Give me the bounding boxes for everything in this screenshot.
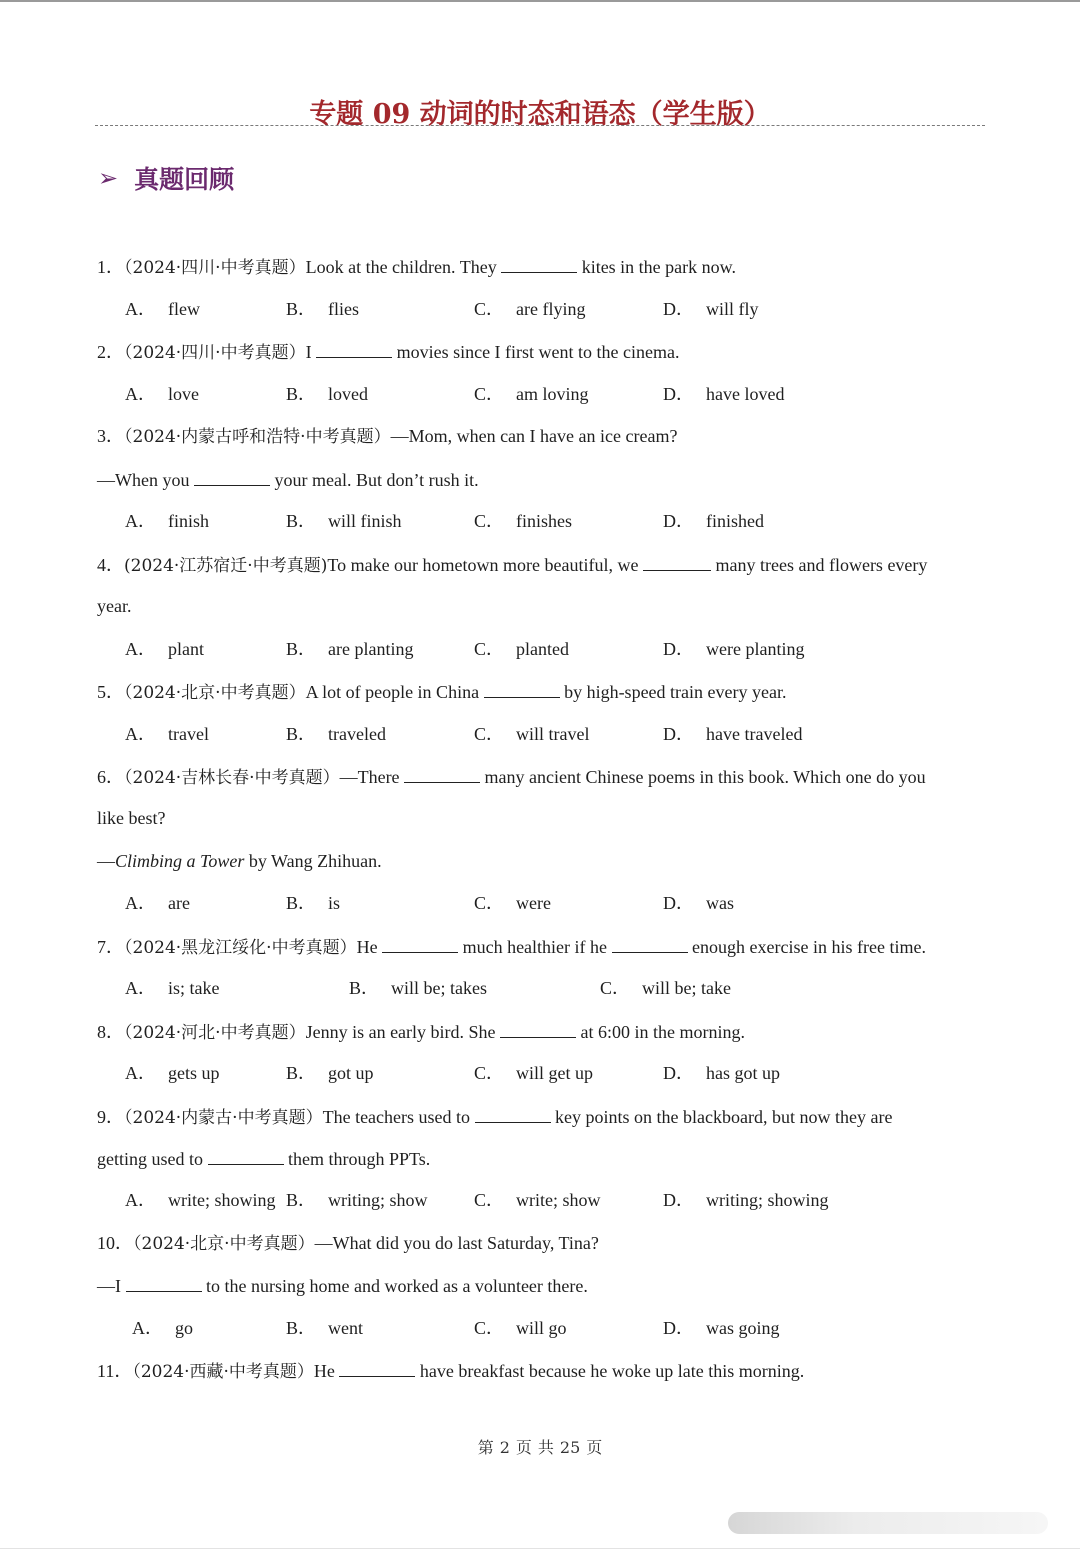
poem-title: Climbing a Tower (115, 851, 245, 871)
question-4-line-2: year. (97, 596, 132, 616)
question-number: 1． (97, 257, 124, 277)
option-d: D． writing; showing (663, 1190, 829, 1210)
option-b: B． will be; takes (349, 978, 487, 998)
option-d: D． was (663, 893, 734, 913)
question-9: 9．（2024·内蒙古·中考真题）The teachers used to key points on the blackboard, but now they are (97, 1104, 892, 1130)
option-a: A． is; take (125, 978, 220, 998)
answer-blank (316, 339, 392, 358)
option-b: B． are planting (286, 639, 414, 659)
option-c: C． will travel (474, 724, 590, 744)
option-a: A． plant (125, 639, 204, 659)
option-d: D． finished (663, 511, 764, 531)
option-c: C． write; show (474, 1190, 601, 1210)
option-c: C． were (474, 893, 551, 913)
question-8: 8．（2024·河北·中考真题）Jenny is an early bird. She at 6:00 in the morning. (97, 1019, 745, 1045)
option-c: C． will be; take (600, 978, 731, 998)
option-c: C． finishes (474, 511, 573, 531)
bottom-rule (0, 1548, 1080, 1549)
page-title: 专题 09 动词的时态和语态（学生版） (309, 99, 771, 130)
question-6: 6．（2024·吉林长春·中考真题）—There many ancient Chinese poems in this book. Which one do you (97, 764, 926, 790)
option-d: D． have loved (663, 384, 785, 404)
answer-blank (339, 1358, 415, 1377)
option-c: C． will get up (474, 1063, 594, 1083)
option-d: D． will fly (663, 299, 759, 319)
option-d: D． has got up (663, 1063, 780, 1083)
answer-blank (126, 1273, 202, 1292)
answer-blank (612, 934, 688, 953)
question-4: 4．(2024·江苏宿迁·中考真题)To make our hometown more beautiful, we many trees and flowers every (97, 552, 927, 578)
question-7: 7．（2024·黑龙江绥化·中考真题）He much healthier if he enough exercise in his free time. (97, 934, 926, 960)
option-a: A． finish (125, 511, 210, 531)
option-c: C． will go (474, 1318, 567, 1338)
option-d: D． were planting (663, 639, 805, 659)
answer-blank (404, 764, 480, 783)
answer-blank (194, 467, 270, 486)
question-10: 10．（2024·北京·中考真题）—What did you do last Saturday, Tina? (97, 1233, 599, 1254)
answer-blank (500, 1019, 576, 1038)
question-11: 11．（2024·西藏·中考真题）He have breakfast because he woke up late this morning. (97, 1358, 804, 1384)
horizontal-scrollbar[interactable] (728, 1512, 1048, 1534)
question-3: 3．（2024·内蒙古呼和浩特·中考真题）—Mom, when can I have an ice cream? (97, 426, 678, 447)
option-a: A． write; showing (125, 1190, 276, 1210)
question-3-line-2: —When you your meal. But don’t rush it. (97, 467, 479, 492)
option-b: B． loved (286, 384, 369, 404)
option-b: B． went (286, 1318, 364, 1338)
option-b: B． got up (286, 1063, 374, 1083)
option-c: C． are flying (474, 299, 586, 319)
page-footer: 第 2 页 共 25 页 (477, 1438, 603, 1457)
question-1 (97, 254, 736, 280)
current-page: 2 (499, 1438, 510, 1457)
section-header (98, 160, 234, 196)
option-b: B． is (286, 893, 341, 913)
answer-blank (475, 1104, 551, 1123)
answer-blank (501, 254, 577, 273)
question-5: 5．（2024·北京·中考真题）A lot of people in China by high-speed train every year. (97, 679, 786, 705)
question-10-line-2: —I to the nursing home and worked as a volunteer there. (97, 1273, 588, 1298)
option-b: B． will finish (286, 511, 402, 531)
question-6-line-2: like best? (97, 808, 166, 828)
option-b: B． writing; show (286, 1190, 428, 1210)
top-rule (0, 0, 1080, 2)
option-d: D． was going (663, 1318, 780, 1338)
option-a: A． go (132, 1318, 193, 1338)
option-a: A． gets up (125, 1063, 220, 1083)
answer-blank (643, 552, 711, 571)
option-a: A． are (125, 893, 190, 913)
question-2: 2．（2024·四川·中考真题）I movies since I first went to the cinema. (97, 339, 680, 365)
section-heading: 真题回顾 (134, 165, 235, 194)
option-c: C． planted (474, 639, 569, 659)
total-pages: 25 (559, 1438, 581, 1457)
arrow-icon: ➢ (98, 164, 119, 192)
title-divider (95, 125, 985, 126)
answer-blank (382, 934, 458, 953)
question-6-line-3: —Climbing a Tower by Wang Zhihuan. (97, 851, 382, 871)
option-a: A． love (125, 384, 199, 404)
question-text: kites in the park now. (581, 257, 736, 277)
option-b: B． traveled (286, 724, 386, 744)
answer-blank (484, 679, 560, 698)
option-a: A． travel (125, 724, 209, 744)
question-9-line-2: getting used to them through PPTs. (97, 1146, 430, 1171)
question-source: （2024·四川·中考真题） (124, 258, 306, 278)
answer-blank (208, 1146, 284, 1165)
question-text: Look at the children. They (305, 257, 497, 277)
option-c: C． am loving (474, 384, 589, 404)
option-d: D． have traveled (663, 724, 803, 744)
option-a: A． flew (125, 299, 200, 319)
option-b: B． flies (286, 299, 360, 319)
